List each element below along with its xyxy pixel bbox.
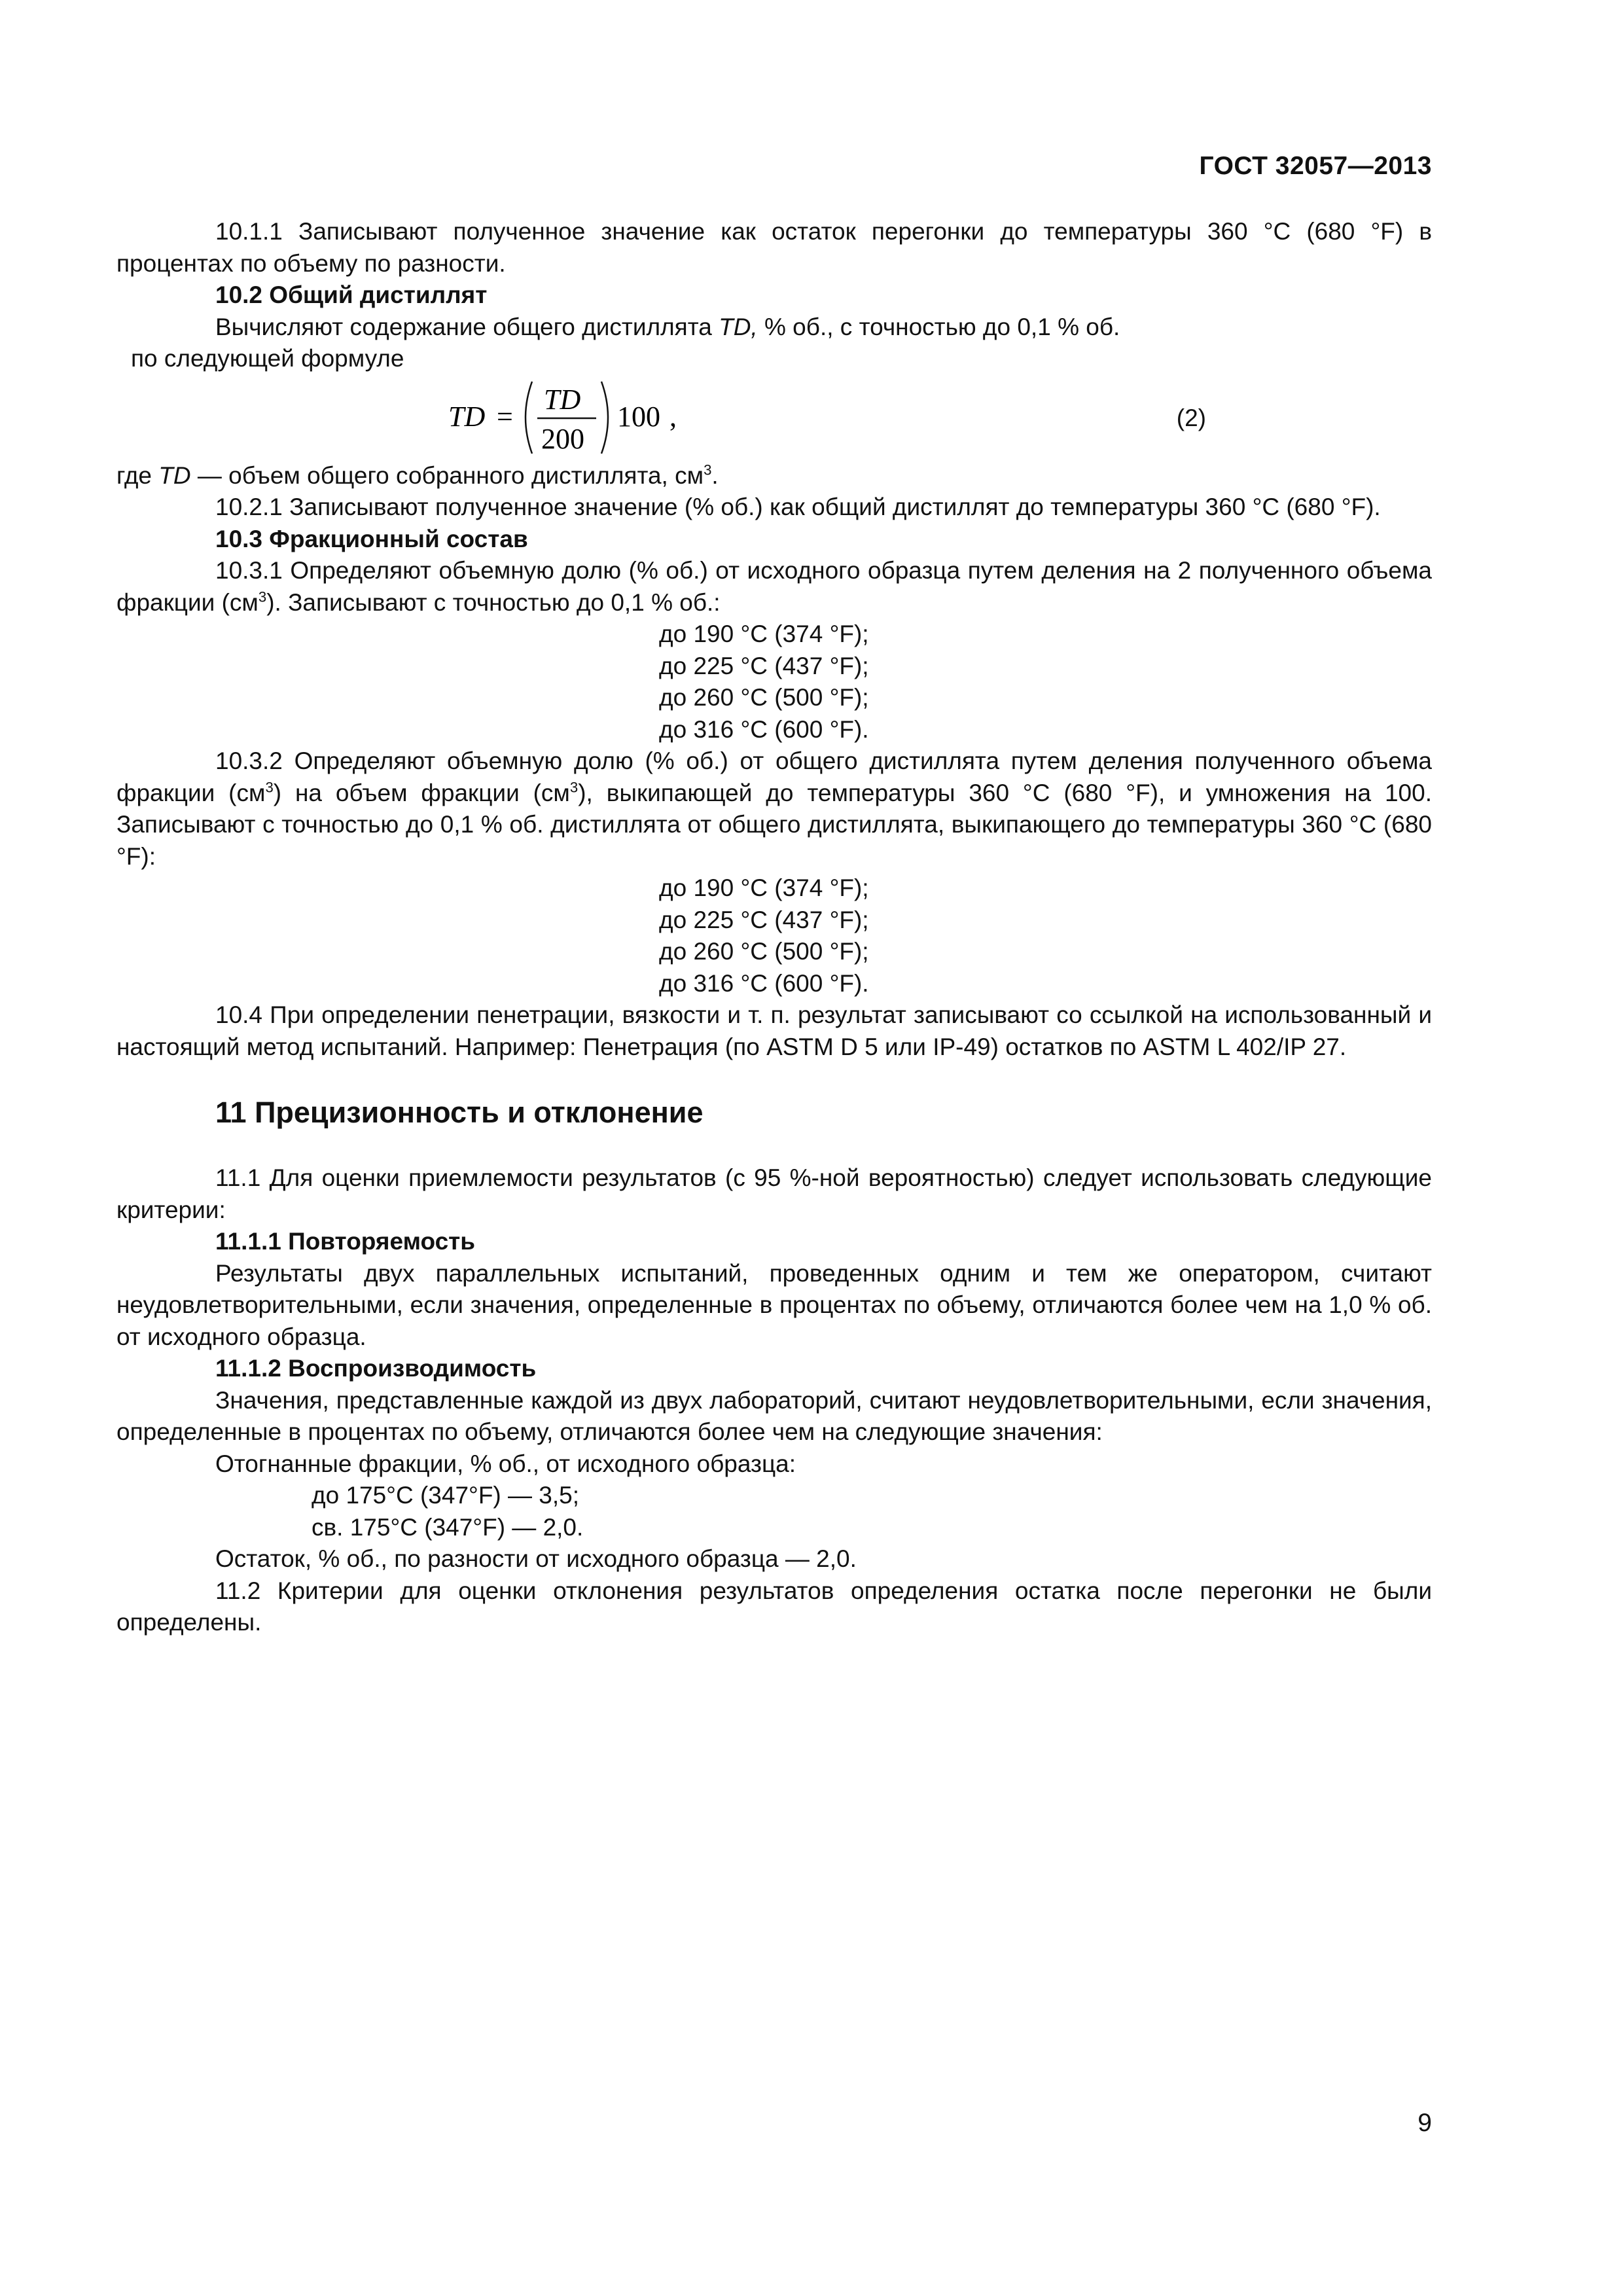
variable-td: TD,	[719, 313, 758, 340]
list-item: до 260 °С (500 °F);	[659, 684, 869, 711]
paragraph-11-2: 11.2 Критерии для оценки отклонения результатов определения остатка после перегонки не были определены.	[116, 1577, 1432, 1636]
list-item: до 225 °С (437 °F);	[659, 906, 869, 933]
list-item: до 225 °С (437 °F);	[659, 652, 869, 679]
text-fragment: ). Записывают с точностью до 0,1 % об.:	[266, 588, 721, 616]
paragraph-10-3-1	[116, 555, 1432, 619]
text-fragment: 10.3.2 Определяют объемную долю (% об.) от общего дистиллята путем деления полученного объема фракции (см	[116, 747, 1432, 806]
variable-td: TD	[158, 461, 191, 489]
list-item: св. 175°С (347°F) — 2,0.	[312, 1513, 584, 1541]
text-fragment: — объем общего собранного дистиллята, см	[190, 461, 704, 489]
paragraph-where	[116, 460, 1432, 492]
heading-11-1-2: 11.1.2 Воспроизводимость	[215, 1355, 537, 1382]
formula-row	[116, 375, 1432, 460]
superscript: 3	[258, 588, 267, 605]
text-fragment: .	[711, 461, 719, 489]
paragraph-11-1: 11.1 Для оценки приемлемости результатов (с 95 %-ной вероятностью) следует использовать следующие критерии:	[116, 1164, 1432, 1223]
paragraph-10-1-1: 10.1.1 Записывают полученное значение как остаток перегонки до температуры 360 °С (680 °F) в процентах по объему по разности.	[116, 218, 1432, 277]
section-title-11: 11 Прецизионность и отклонение	[215, 1096, 704, 1129]
text-fragment: 10.3.1 Определяют объемную долю (% об.) от исходного образца путем деления на 2 полученного объема фракции (см	[116, 557, 1432, 616]
paragraph-11-1-1: Результаты двух параллельных испытаний, проведенных одним и тем же оператором, считают неудовлетворительными, если значения, определенные в процентах по объему, отличаются более чем на 1,0 % об. от исходного образца.	[116, 1259, 1432, 1350]
formula-comma: ,	[669, 400, 677, 433]
heading-10-2: 10.2 Общий дистиллят	[215, 281, 488, 308]
page-number: 9	[1418, 2109, 1432, 2137]
paragraph-formula-intro: по следующей формуле	[131, 345, 404, 372]
superscript: 3	[265, 779, 274, 796]
text-fragment: Вычисляют содержание общего дистиллята	[215, 313, 719, 340]
formula-td	[448, 375, 815, 460]
text-fragment: % об., с точностью до 0,1 % об.	[757, 313, 1120, 340]
fractions-title: Отогнанные фракции, % об., от исходного образца:	[215, 1450, 796, 1477]
document-header: ГОСТ 32057—2013	[1199, 152, 1432, 180]
formula-multiplier: 100	[617, 400, 660, 433]
text-fragment: ) на объем фракции (см	[273, 779, 570, 806]
formula-equals: =	[497, 400, 513, 433]
paragraph-11-1-2: Значения, представленные каждой из двух лабораторий, считают неудовлетворительными, если значения, определенные в процентах по объему, отличаются более чем на следующие значения:	[116, 1386, 1432, 1445]
formula-lhs: TD	[448, 400, 486, 433]
formula-denominator: 200	[541, 422, 584, 455]
list-item: до 175°С (347°F) — 3,5;	[312, 1482, 580, 1509]
list-item: до 316 °С (600 °F).	[659, 715, 869, 743]
paragraph-10-4: 10.4 При определении пенетрации, вязкости и т. п. результат записывают со ссылкой на использованный и настоящий метод испытаний. Например: Пенетрация (по ASTM D 5 или IP-49) остатков по ASTM L 402/IP 27.	[116, 1001, 1432, 1060]
residue-line: Остаток, % об., по разности от исходного образца — 2,0.	[215, 1545, 857, 1572]
text-fragment: где	[116, 461, 159, 489]
formula-graphic	[448, 375, 815, 460]
superscript: 3	[704, 461, 712, 478]
formula-numerator: TD	[544, 383, 581, 416]
text-fragment: ), выкипающей до температуры 360 °С (680 °F), и умножения на 100. Записывают с точностью до 0,1 % об. дистиллята от общего дистиллята, выкипающего до температуры 360 °С (680 °F):	[116, 779, 1432, 870]
list-item: до 190 °С (374 °F);	[659, 874, 869, 901]
superscript: 3	[569, 779, 579, 796]
heading-11-1-1: 11.1.1 Повторяемость	[215, 1228, 476, 1255]
heading-10-3: 10.3 Фракционный состав	[215, 525, 528, 552]
equation-number: (2)	[1176, 404, 1206, 431]
page-content	[116, 216, 1432, 1639]
left-paren	[526, 382, 532, 454]
paragraph-10-3-2	[116, 745, 1432, 872]
list-item: до 260 °С (500 °F);	[659, 938, 869, 965]
right-paren	[601, 382, 608, 454]
paragraph-10-2-1: 10.2.1 Записывают полученное значение (% об.) как общий дистиллят до температуры 360 °С (680 °F).	[215, 493, 1381, 520]
list-item: до 190 °С (374 °F);	[659, 620, 869, 647]
list-item: до 316 °С (600 °F).	[659, 969, 869, 997]
paragraph-10-2-calc	[116, 312, 1432, 344]
